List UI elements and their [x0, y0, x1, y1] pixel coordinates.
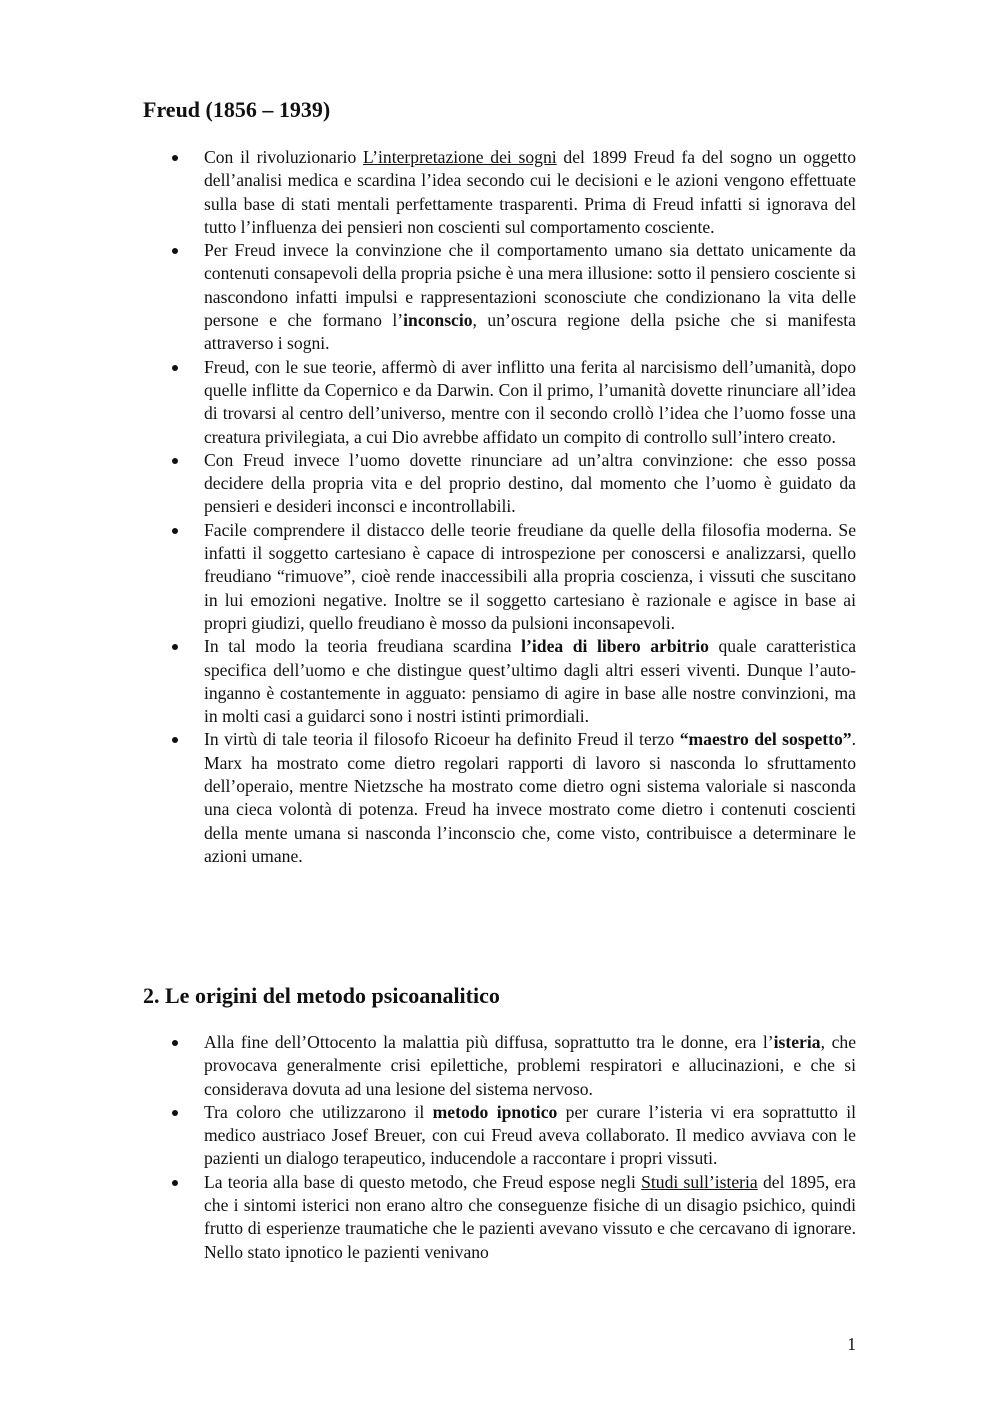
list-item [143, 728, 856, 868]
bullet-icon [172, 1110, 178, 1116]
list-item [143, 1101, 856, 1171]
item-text: . Marx ha mostrato come dietro regolari rapporti di lavoro si nasconda lo sfruttamento dell’operaio, mentre Nietzsche ha mostrato come dietro ogni sistema valoriale si nasconda una cieca volontà di potenza. Freud ha invece mostrato come dietro i contenuti coscienti della mente umana si nasconda l’inconscio che, come visto, contribuisce a determinare le azioni umane. [204, 729, 856, 866]
item-text: Facile comprendere il distacco delle teorie freudiane da quelle della filosofia moderna. Se infatti il soggetto cartesiano è capace di introspezione per conoscersi e analizzarsi, quello freudiano “rimuove”, cioè rende inaccessibili alla propria coscienza, i vissuti che suscitano in lui emozioni negative. Inoltre se il soggetto cartesiano è razionale e agisce in base ai propri giudizi, quello freudiano è mosso da pulsioni inconsapevoli. [204, 519, 856, 633]
item-text: quale caratteristica specifica dell’uomo e che distingue quest’ultimo dagli altri esseri viventi. Dunque l’auto-inganno è costantemente in agguato: pensiamo di agire in base alle nostre convinzioni, ma in molti casi a guidarci sono i nostri istinti primordiali. [204, 636, 857, 727]
bullet-icon [172, 644, 178, 650]
item-text: Per Freud invece la convinzione che il comportamento umano sia dettato unicamente da contenuti consapevoli della propria psiche è una mera illusione: sotto il pensiero cosciente si nascondono infatti impulsi e rappresentazioni sconosciute che condizionano la vita delle persone e che formano l’ [204, 240, 856, 331]
list-item [143, 1031, 856, 1101]
bullet-list-origins [143, 1031, 856, 1264]
item-text: Freud, con le sue teorie, affermò di aver inflitto una ferita al narcisismo dell’umanità, dopo quelle inflitte da Copernico e da Darwin. Con il primo, l’umanità dovette rinunciare all’idea di trovarsi al centro dell’universo, mentre con il secondo crollò l’idea che l’uomo fosse una creatura privilegiata, a cui Dio avrebbe affidato un compito di controllo sull’intero creato. [204, 356, 856, 447]
item-text: Tra coloro che utilizzarono il [204, 1101, 433, 1122]
bold-term: isteria [773, 1032, 821, 1052]
item-text: Con il rivoluzionario [204, 147, 364, 167]
item-text: La teoria alla base di questo metodo, che Freud espose negli [204, 1171, 642, 1192]
bold-term: metodo ipnotico [432, 1101, 558, 1122]
bullet-icon [172, 248, 178, 254]
list-item [143, 449, 856, 519]
list-item [143, 635, 856, 728]
bullet-icon [172, 458, 178, 464]
list-item [143, 519, 856, 635]
list-item [143, 239, 856, 355]
list-item [143, 1171, 856, 1264]
page-number: 1 [847, 1334, 856, 1354]
list-item [143, 356, 856, 449]
bullet-icon [172, 1180, 178, 1186]
section-title-origins: 2. Le origini del metodo psicoanalitico [143, 983, 500, 1008]
book-title-link: L’interpretazione dei sogni [363, 147, 557, 167]
section-title-freud: Freud (1856 – 1939) [143, 97, 331, 122]
bold-term: inconscio [403, 310, 473, 331]
item-text: Alla fine dell’Ottocento la malattia più diffusa, soprattutto tra le donne, era l’ [204, 1032, 774, 1052]
bullet-icon [172, 365, 178, 371]
bullet-icon [172, 737, 178, 743]
list-item [143, 146, 856, 239]
bullet-icon [172, 1040, 178, 1046]
item-text: per curare l’isteria vi era soprattutto il medico austriaco Josef Breuer, con cui Freud aveva collaborato. Il medico avviava con le pazienti un dialogo terapeutico, inducendole a raccontare i propri vissuti. [204, 1101, 857, 1169]
item-text: Con Freud invece l’uomo dovette rinunciare ad un’altra convinzione: che esso possa decidere della propria vita e del proprio destino, dal momento che l’uomo è guidato da pensieri e desideri inconsci e incontrollabili. [204, 449, 856, 517]
item-text: In virtù di tale teoria il filosofo Ricoeur ha definito Freud il terzo [204, 729, 680, 750]
bullet-icon [172, 155, 178, 161]
bullet-icon [172, 528, 178, 534]
bold-term: “maestro del sospetto” [679, 729, 852, 750]
item-text: , un’oscura regione della psiche che si manifesta attraverso i sogni. [204, 310, 856, 354]
book-title-link: Studi sull’isteria [641, 1171, 758, 1192]
bullet-list-freud [143, 146, 856, 868]
item-text: In tal modo la teoria freudiana scardina [204, 636, 522, 657]
bold-term: l’idea di libero arbitrio [521, 636, 709, 657]
item-text: , che provocava generalmente crisi epilettiche, problemi respiratori e allucinazioni, e che si considerava dovuta ad una lesione del sistema nervoso. [204, 1032, 856, 1099]
item-text: del 1899 Freud fa del sogno un oggetto dell’analisi medica e scardina l’idea secondo cui le decisioni e le azioni vengono effettuate sulla base di stati mentali perfettamente trasparenti. Prima di Freud infatti si ignorava del tutto l’influenza dei pensieri non coscienti sul comportamento cosciente. [204, 147, 856, 237]
item-text: del 1895, era che i sintomi isterici non erano altro che conseguenze fisiche di un disagio psichico, quindi frutto di esperienze traumatiche che le pazienti avevano vissuto e che cercavano di ignorare. Nello stato ipnotico le pazienti venivano [204, 1171, 856, 1262]
